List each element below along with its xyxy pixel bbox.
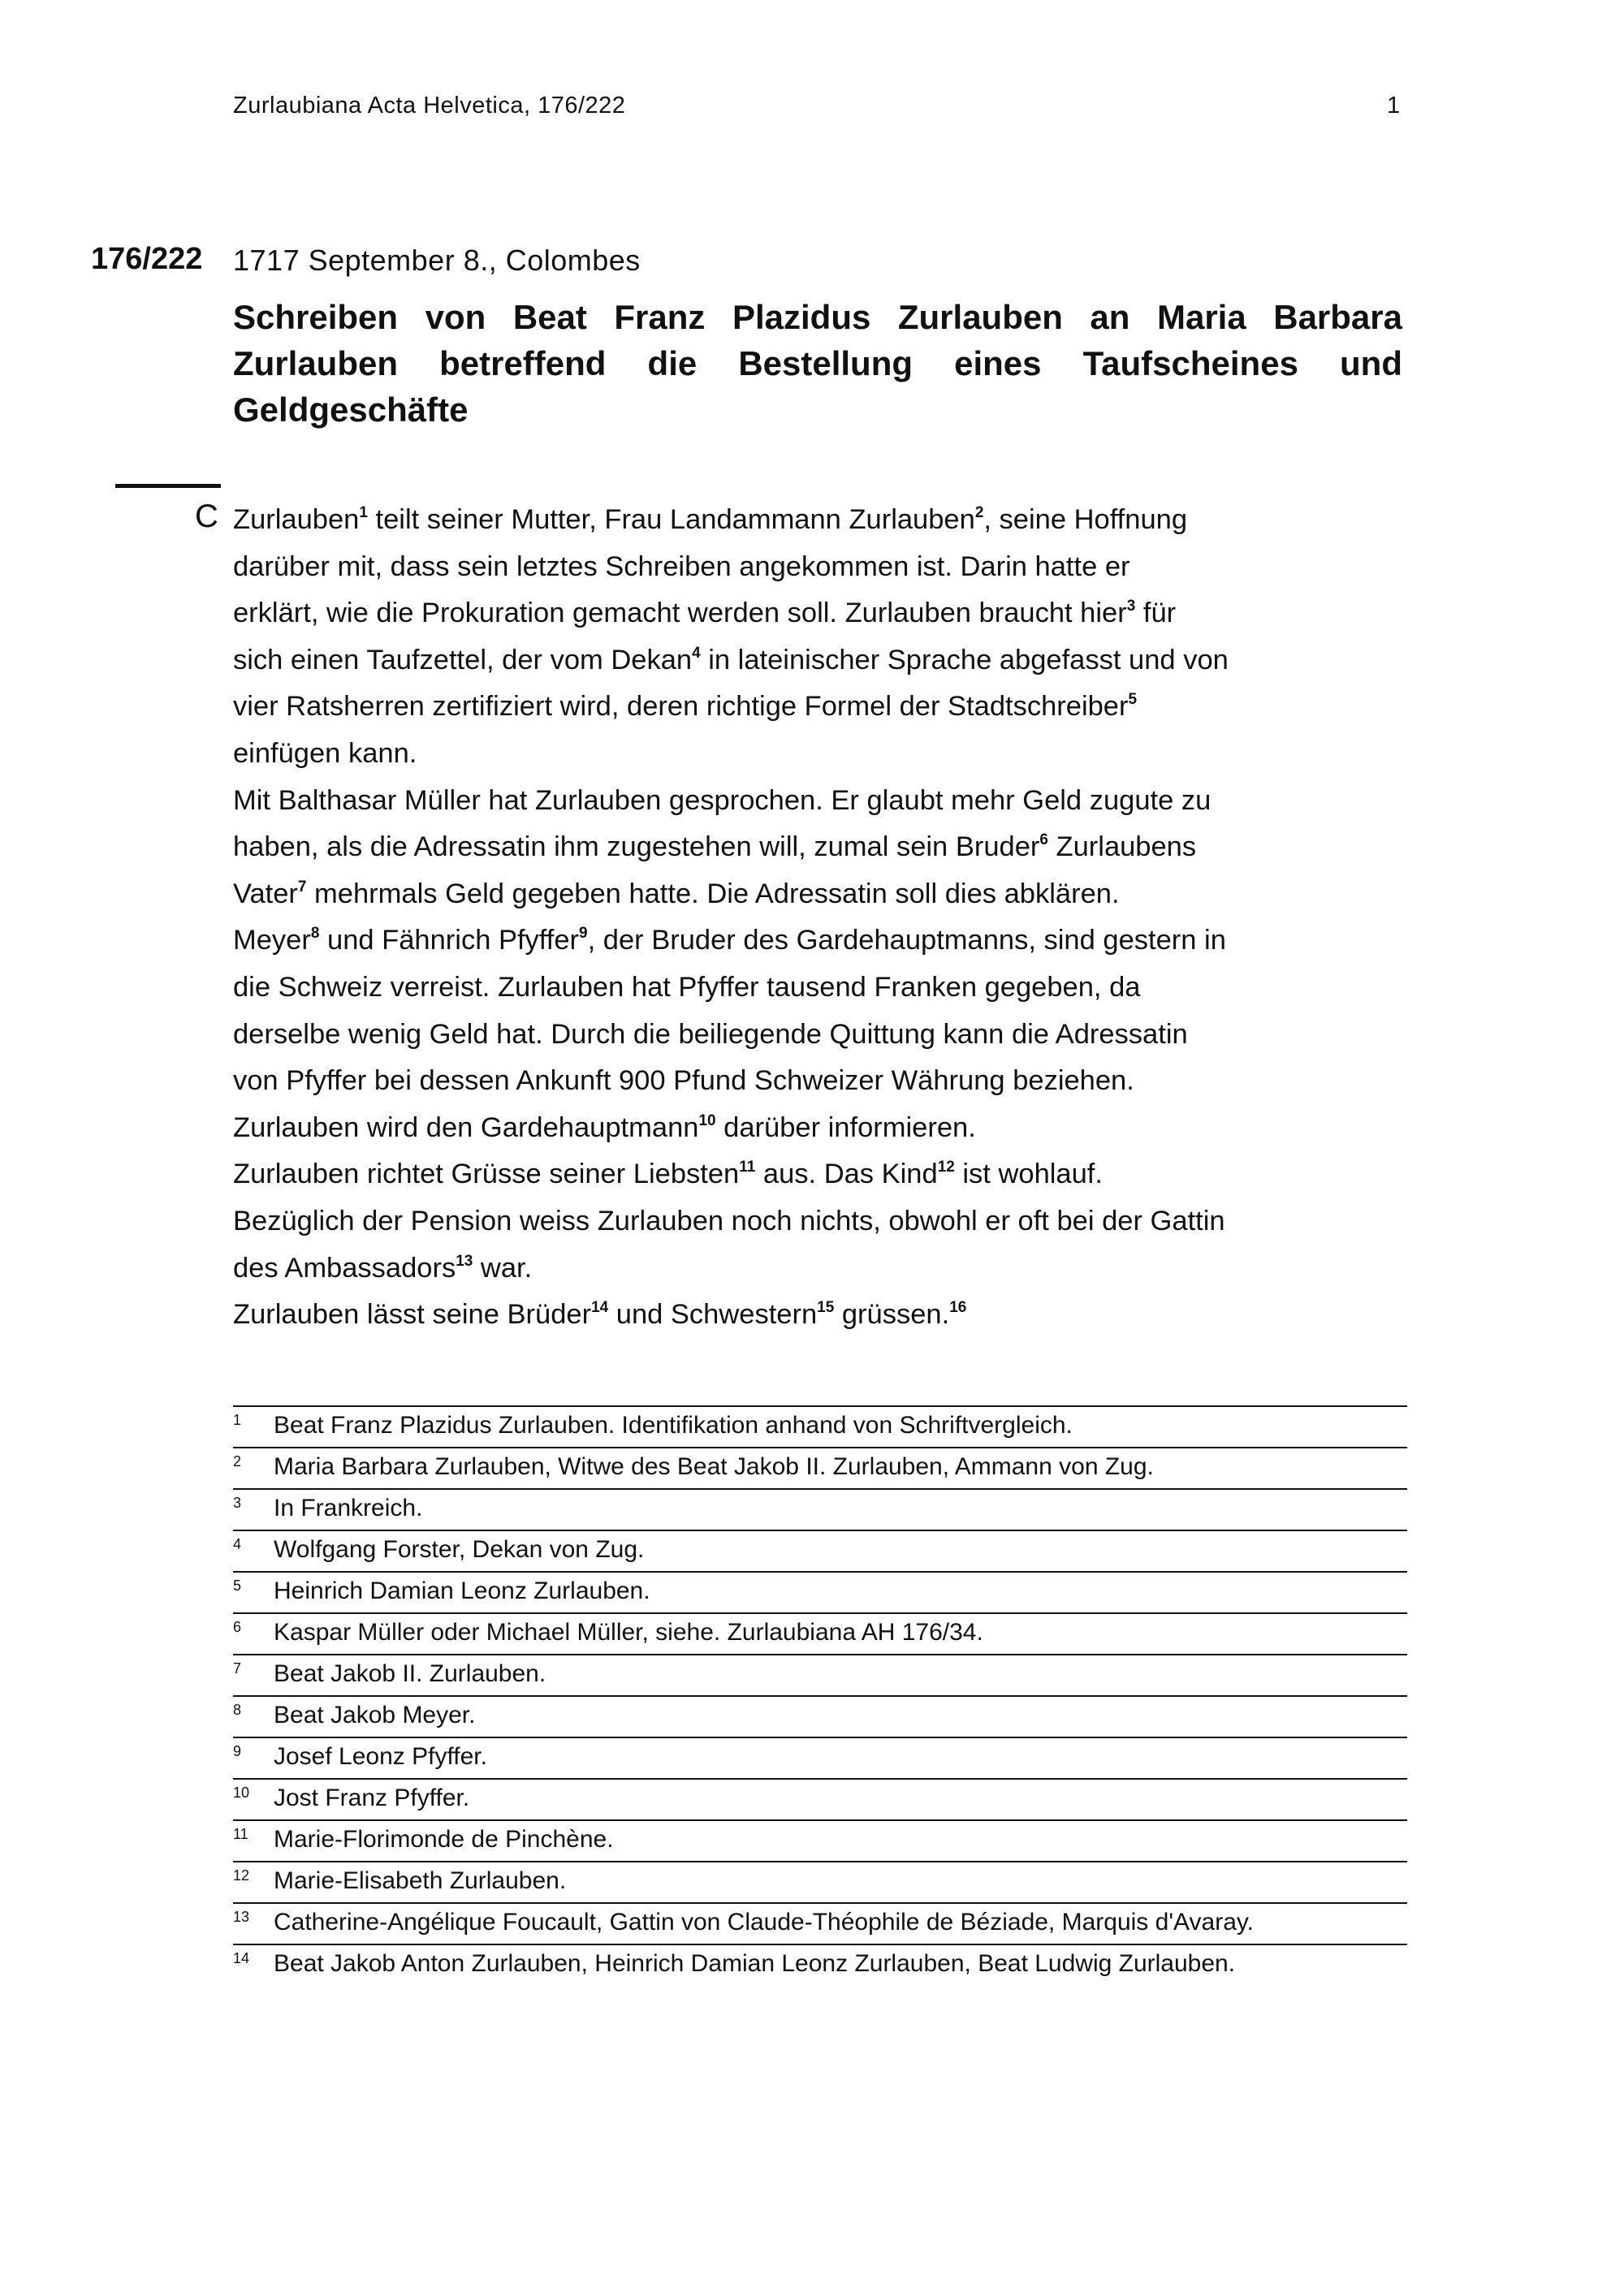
footnote-number: 12 xyxy=(233,1867,250,1884)
body-line xyxy=(233,637,1229,684)
body-text: darüber mit, dass sein letztes Schreiben angekommen ist. Darin hatte er xyxy=(233,550,1130,582)
footnote xyxy=(233,1405,1407,1447)
footnote xyxy=(233,1778,1407,1819)
footnote-text: Beat Jakob Anton Zurlauben, Heinrich Damian Leonz Zurlauben, Beat Ludwig Zurlauben. xyxy=(274,1950,1236,1977)
footnote-reference[interactable]: 8 xyxy=(310,925,320,943)
body-text: Mit Balthasar Müller hat Zurlauben gesprochen. Er glaubt mehr Geld zugute zu xyxy=(233,784,1212,816)
footnote-reference[interactable]: 3 xyxy=(1126,597,1136,615)
body-text: Zurlauben wird den Gardehauptmann xyxy=(233,1111,699,1143)
footnote-reference[interactable]: 15 xyxy=(817,1298,835,1316)
body-line xyxy=(233,497,1229,544)
body-line xyxy=(233,824,1229,871)
footnote-reference[interactable]: 12 xyxy=(937,1159,955,1176)
body-text: vier Ratsherren zertifiziert wird, deren richtige Formel der Stadtschreiber xyxy=(233,691,1129,723)
footnote-reference[interactable]: 4 xyxy=(692,644,701,662)
body-text: ist wohlauf. xyxy=(954,1159,1103,1190)
footnote xyxy=(233,1612,1407,1654)
footnote xyxy=(233,1861,1407,1902)
body-line xyxy=(233,1292,1229,1339)
body-line xyxy=(233,871,1229,918)
footnote-text: Josef Leonz Pfyffer. xyxy=(274,1743,487,1770)
footnote-reference[interactable]: 5 xyxy=(1128,691,1138,709)
footnote-reference[interactable]: 9 xyxy=(579,925,588,943)
body-line xyxy=(233,965,1229,1012)
page-number: 1 xyxy=(1387,93,1401,119)
footnote-reference[interactable]: 1 xyxy=(359,503,368,521)
body-text: in lateinischer Sprache abgefasst und von xyxy=(700,644,1229,675)
copy-marker: C xyxy=(195,498,218,534)
footnote-reference[interactable]: 14 xyxy=(591,1298,609,1316)
body-text: des Ambassadors xyxy=(233,1252,456,1284)
body-text: teilt seiner Mutter, Frau Landammann Zurlauben xyxy=(367,504,975,535)
footnotes xyxy=(233,1405,1407,1985)
footnote xyxy=(233,1819,1407,1861)
regest-body xyxy=(233,497,1229,1339)
footnote-text: Maria Barbara Zurlauben, Witwe des Beat Jakob II. Zurlauben, Ammann von Zug. xyxy=(274,1453,1154,1480)
footnote-text: Marie-Florimonde de Pinchène. xyxy=(274,1826,614,1853)
footnote xyxy=(233,1944,1407,1985)
body-line xyxy=(233,1012,1229,1059)
footnote-text: Catherine-Angélique Foucault, Gattin von Claude-Théophile de Béziade, Marquis d'Avaray. xyxy=(274,1909,1254,1936)
body-text: mehrmals Geld gegeben hatte. Die Adressatin soll dies abklären. xyxy=(306,878,1120,909)
footnote xyxy=(233,1571,1407,1612)
body-line xyxy=(233,917,1229,965)
body-line xyxy=(233,1198,1229,1245)
footnote-reference[interactable]: 7 xyxy=(297,878,307,896)
footnote-text: Marie-Elisabeth Zurlauben. xyxy=(274,1867,567,1894)
body-text: einfügen kann. xyxy=(233,737,417,769)
body-text: für xyxy=(1135,598,1177,629)
body-text: haben, als die Adressatin ihm zugestehen will, zumal sein Bruder xyxy=(233,831,1040,863)
body-line xyxy=(233,731,1229,778)
body-text: und Fähnrich Pfyffer xyxy=(319,925,580,956)
document-title: Schreiben von Beat Franz Plazidus Zurlauben an Maria Barbara Zurlauben betreffend die Bestellung eines Taufscheines und Geldgeschäfte xyxy=(233,298,1402,429)
footnote-reference[interactable]: 13 xyxy=(456,1252,473,1270)
footnote-reference[interactable]: 2 xyxy=(974,503,984,521)
footnote-text: Kaspar Müller oder Michael Müller, siehe. Zurlaubiana AH 176/34. xyxy=(274,1619,983,1646)
body-line xyxy=(233,684,1229,731)
body-text: die Schweiz verreist. Zurlauben hat Pfyffer tausend Franken gegeben, da xyxy=(233,971,1141,1003)
section-rule xyxy=(115,484,221,488)
footnote-text: Beat Jakob Meyer. xyxy=(274,1702,476,1728)
footnote-number: 4 xyxy=(233,1536,242,1552)
body-line xyxy=(233,544,1229,591)
footnote-text: In Frankreich. xyxy=(274,1495,423,1521)
date-place: 1717 September 8., Colombes xyxy=(233,244,641,277)
body-text: derselbe wenig Geld hat. Durch die beiliegende Quittung kann die Adressatin xyxy=(233,1018,1188,1050)
body-text: Meyer xyxy=(233,925,311,956)
body-line xyxy=(233,1058,1229,1105)
body-text: , der Bruder des Gardehauptmanns, sind gestern in xyxy=(587,925,1226,956)
footnote-text: Heinrich Damian Leonz Zurlauben. xyxy=(274,1577,650,1604)
footnote-number: 13 xyxy=(233,1909,250,1925)
body-text: Zurlauben richtet Grüsse seiner Liebsten xyxy=(233,1159,740,1190)
footnote-text: Jost Franz Pfyffer. xyxy=(274,1785,470,1811)
footnote-number: 2 xyxy=(233,1453,242,1470)
footnote xyxy=(233,1488,1407,1530)
body-text: darüber informieren. xyxy=(715,1111,976,1143)
body-line xyxy=(233,1151,1229,1198)
footnote-number: 7 xyxy=(233,1660,242,1677)
body-line xyxy=(233,778,1229,825)
footnote-number: 8 xyxy=(233,1702,242,1718)
footnote-reference[interactable]: 11 xyxy=(739,1159,756,1176)
footnote-reference[interactable]: 10 xyxy=(698,1111,716,1129)
body-text: von Pfyffer bei dessen Ankunft 900 Pfund Schweizer Währung beziehen. xyxy=(233,1065,1134,1097)
footnote xyxy=(233,1530,1407,1571)
body-text: Zurlaubens xyxy=(1047,831,1197,863)
footnote-number: 14 xyxy=(233,1950,250,1966)
footnote-number: 5 xyxy=(233,1577,242,1594)
footnote-number: 9 xyxy=(233,1743,242,1759)
running-header: Zurlaubiana Acta Helvetica, 176/222 xyxy=(233,93,626,119)
footnote-number: 6 xyxy=(233,1619,242,1635)
footnote-text: Wolfgang Forster, Dekan von Zug. xyxy=(274,1536,645,1563)
footnote xyxy=(233,1902,1407,1944)
body-line xyxy=(233,1245,1229,1293)
footnote xyxy=(233,1695,1407,1737)
footnote xyxy=(233,1447,1407,1488)
body-line xyxy=(233,590,1229,637)
document-number: 176/222 xyxy=(91,242,203,276)
footnote-number: 10 xyxy=(233,1785,250,1801)
footnote-text: Beat Franz Plazidus Zurlauben. Identifikation anhand von Schriftvergleich. xyxy=(274,1412,1073,1439)
body-text: erklärt, wie die Prokuration gemacht werden soll. Zurlauben braucht hier xyxy=(233,598,1127,629)
body-text: Zurlauben lässt seine Brüder xyxy=(233,1299,592,1331)
footnote xyxy=(233,1737,1407,1778)
body-text: grüssen. xyxy=(834,1299,950,1331)
body-text: Bezüglich der Pension weiss Zurlauben noch nichts, obwohl er oft bei der Gattin xyxy=(233,1205,1225,1236)
body-text: , seine Hoffnung xyxy=(983,504,1188,535)
body-line xyxy=(233,1105,1229,1152)
body-text: sich einen Taufzettel, der vom Dekan xyxy=(233,644,693,675)
body-text: war. xyxy=(473,1252,533,1284)
body-text: Zurlauben xyxy=(233,504,360,535)
body-text: Vater xyxy=(233,878,298,909)
footnote-number: 3 xyxy=(233,1495,242,1511)
body-text: aus. Das Kind xyxy=(755,1159,938,1190)
footnote-number: 1 xyxy=(233,1412,242,1428)
body-text: und Schwestern xyxy=(608,1299,818,1331)
footnote-reference[interactable]: 6 xyxy=(1039,831,1048,848)
footnote-reference[interactable]: 16 xyxy=(949,1298,967,1316)
footnote-number: 11 xyxy=(233,1826,248,1842)
footnote xyxy=(233,1654,1407,1695)
footnote-text: Beat Jakob II. Zurlauben. xyxy=(274,1660,546,1687)
